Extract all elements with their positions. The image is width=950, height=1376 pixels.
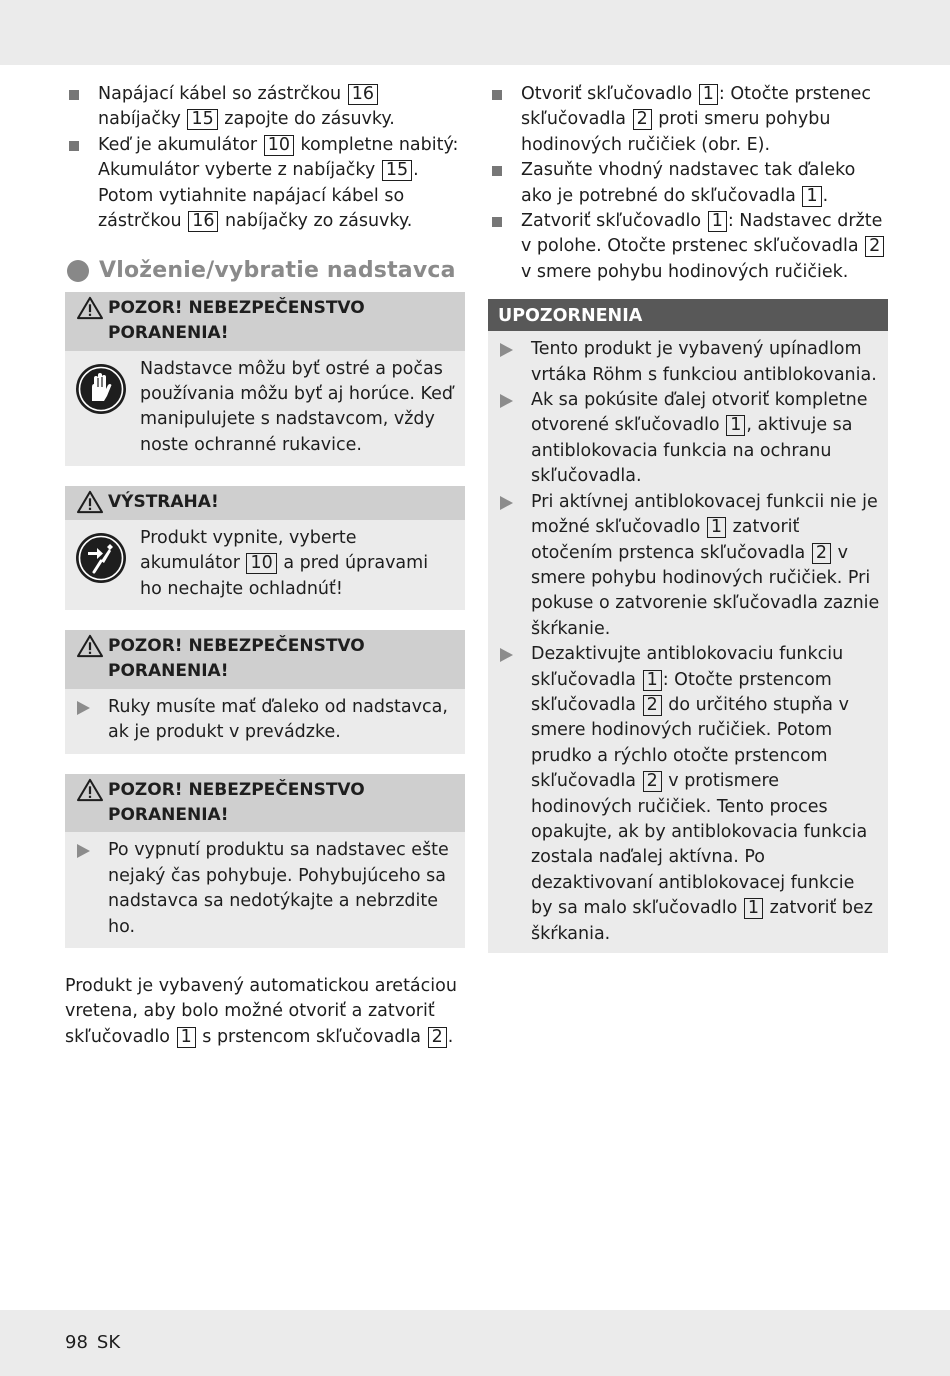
spindle-lock-paragraph: Produkt je vybavený automatickou aretáciou vretena, aby bolo možné otvoriť a zatvoriť skľučovadlo 1 s prstencom skľučovadla 2 . — [65, 975, 457, 1047]
box-body — [65, 351, 465, 467]
language-code: SK — [96, 1332, 121, 1353]
list-item: Po vypnutí produktu sa nadstavec ešte nejaký čas pohybuje. Pohybujúceho sa nadstavca sa nedotýkajte a nebrzdite ho. — [75, 838, 455, 940]
box-title: POZOR! NEBEZPEČENSTVO PORANENIA! — [108, 779, 365, 825]
part-number: 1 — [177, 1027, 196, 1048]
part-number: 2 — [643, 771, 662, 792]
part-number: 2 — [812, 543, 831, 564]
box-header — [65, 486, 465, 519]
box-header — [65, 292, 465, 351]
list-item: Pri aktívnej antiblokovacej funkcii nie je možné skľučovadlo 1 zatvoriť otočením prstenca skľučovadla 2 v smere pohybu hodinových ručičiek. Pri pokuse o zatvorenie skľučovadla zaznie škŕkanie. — [498, 490, 880, 642]
box-text: Produkt vypnite, vyberte akumulátor 10 a pred úpravami ho nechajte ochladnúť! — [140, 527, 429, 599]
section-title: Vloženie/vybratie nadstavca — [99, 258, 456, 284]
chuck-steps-list — [488, 82, 888, 285]
arrow-bullet-icon — [77, 701, 90, 715]
part-number: 10 — [264, 135, 294, 156]
part-number: 16 — [348, 84, 378, 105]
square-bullet-icon — [492, 166, 502, 176]
part-number: 2 — [428, 1027, 447, 1048]
part-number: 1 — [802, 186, 821, 207]
page-footer — [65, 1331, 129, 1355]
charging-steps-list — [65, 82, 465, 234]
box-header — [65, 774, 465, 833]
arrow-bullet-icon — [500, 648, 513, 662]
part-number: 10 — [246, 553, 276, 574]
section-heading — [67, 258, 465, 283]
box-header — [65, 630, 465, 689]
part-number: 16 — [188, 211, 218, 232]
part-number: 2 — [643, 695, 662, 716]
box-text: Nadstavce môžu byť ostré a počas používania môžu byť aj horúce. Keď manipulujete s nadstavcom, vždy noste ochranné rukavice. — [140, 358, 453, 455]
disconnect-plug-icon — [75, 532, 127, 584]
arrow-bullet-icon — [500, 343, 513, 357]
notes-title: UPOZORNENIA — [488, 299, 888, 331]
caution-box-hands — [65, 630, 465, 754]
part-number: 15 — [187, 109, 217, 130]
box-body — [65, 832, 465, 948]
arrow-bullet-icon — [500, 394, 513, 408]
list-item: Zatvoriť skľučovadlo 1 : Nadstavec držte v polohe. Otočte prstenec skľučovadla 2 v smere pohybu hodinových ručičiek. — [488, 209, 888, 285]
square-bullet-icon — [69, 141, 79, 151]
bullet-dot-icon — [67, 260, 89, 282]
box-title: VÝSTRAHA! — [108, 492, 219, 513]
left-column — [65, 82, 465, 1050]
part-number: 2 — [865, 236, 884, 257]
arrow-bullet-icon — [500, 496, 513, 510]
caution-box-rundown — [65, 774, 465, 948]
list-item: Ak sa pokúsite ďalej otvoriť kompletne otvorené skľučovadlo 1 , aktivuje sa antiblokovacia funkcia na ochranu skľučovadla. — [498, 388, 880, 490]
caution-box-gloves — [65, 292, 465, 466]
part-number: 1 — [708, 211, 727, 232]
list-item: Keď je akumulátor 10 kompletne nabitý: Akumulátor vyberte z nabíjačky 15 . Potom vytiahnite napájací kábel so zástrčkou 16 nabíjačky zo zásuvky. — [65, 133, 465, 235]
list-item: Zasuňte vhodný nadstavec tak ďaleko ako je potrebné do skľučovadla 1 . — [488, 158, 888, 209]
list-item: Ruky musíte mať ďaleko od nadstavca, ak je produkt v prevádzke. — [75, 695, 455, 746]
arrow-bullet-icon — [77, 844, 90, 858]
square-bullet-icon — [492, 217, 502, 227]
part-number: 2 — [633, 109, 652, 130]
warning-box-cool-down — [65, 486, 465, 610]
part-number: 1 — [699, 84, 718, 105]
list-item: Otvoriť skľučovadlo 1 : Otočte prstenec skľučovadla 2 proti smeru pohybu hodinových ručičiek (obr. E). — [488, 82, 888, 158]
box-body — [65, 689, 465, 754]
list-item: Tento produkt je vybavený upínadlom vrtáka Röhm s funkciou antiblokovania. — [498, 337, 880, 388]
warning-triangle-icon — [75, 778, 105, 802]
part-number: 1 — [707, 517, 726, 538]
box-title: POZOR! NEBEZPEČENSTVO PORANENIA! — [108, 635, 365, 682]
warning-triangle-icon — [75, 634, 105, 658]
part-number: 1 — [726, 415, 745, 436]
part-number: 1 — [643, 670, 662, 691]
right-column — [488, 82, 888, 953]
warning-triangle-icon — [75, 490, 105, 514]
box-body — [65, 520, 465, 610]
warning-triangle-icon — [75, 296, 105, 320]
square-bullet-icon — [69, 90, 79, 100]
notes-box — [488, 331, 888, 953]
page-number: 98 — [65, 1332, 88, 1353]
gloves-icon — [75, 363, 127, 415]
list-item: Dezaktivujte antiblokovaciu funkciu skľučovadla 1 : Otočte prstencom skľučovadla 2 do určitého stupňa v smere hodinových ručičiek. Potom prudko a rýchlo otočte prstencom skľučovadla 2 v protismere hodinových ručičiek. Tento proces opakujte, ak by antiblokovacia funkcia zostala naďalej aktívna. Po dezaktivovaní antiblokovacej funkcie by sa malo skľučovadlo 1 zatvoriť bez škŕkania. — [498, 642, 880, 947]
footer-band — [0, 1310, 950, 1376]
square-bullet-icon — [492, 90, 502, 100]
part-number: 15 — [382, 160, 412, 181]
header-band — [0, 0, 950, 65]
list-item: Napájací kábel so zástrčkou 16 nabíjačky 15 zapojte do zásuvky. — [65, 82, 465, 133]
part-number: 1 — [744, 898, 763, 919]
box-title: POZOR! NEBEZPEČENSTVO PORANENIA! — [108, 297, 365, 344]
